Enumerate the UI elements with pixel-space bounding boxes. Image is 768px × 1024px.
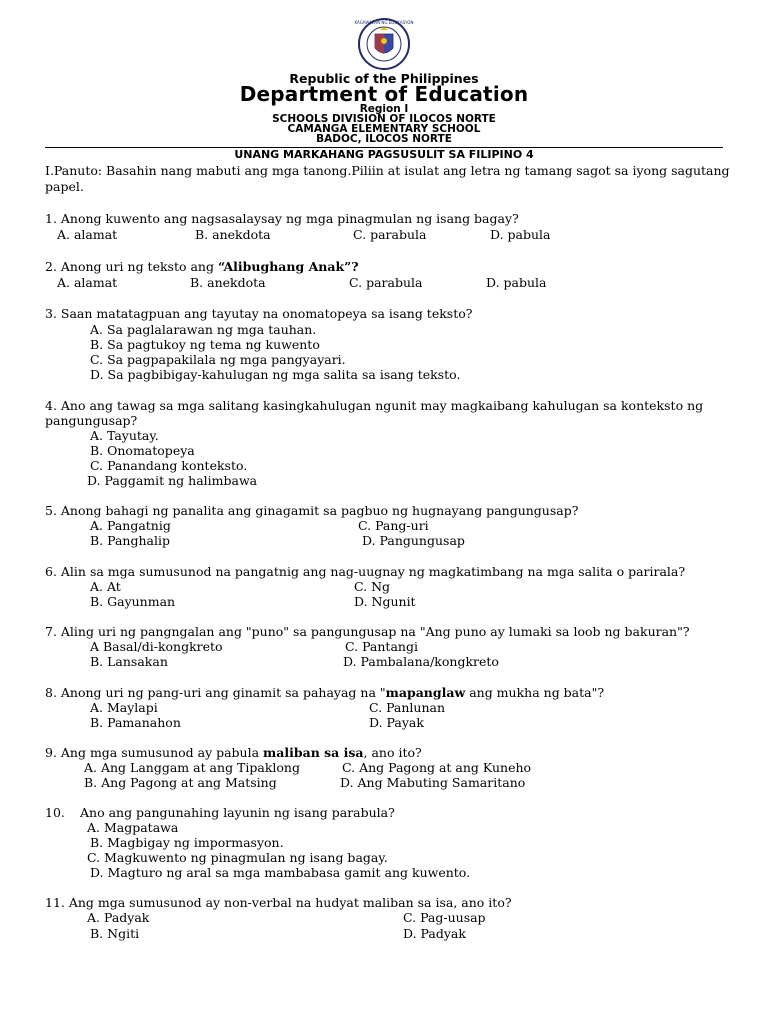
choice-2c: C. parabula bbox=[349, 275, 423, 290]
choice-11c: C. Pag-uusap bbox=[403, 910, 486, 925]
instruction-line: I.Panuto: Basahin nang mabuti ang mga tanong.Piliin at isulat ang letra ng tamang sagot sa iyong sagutang bbox=[45, 163, 730, 178]
exam-title: UNANG MARKAHANG PAGSUSULIT SA FILIPINO 4 bbox=[234, 148, 534, 161]
choice-7c: C. Pantangi bbox=[345, 639, 418, 654]
choice-10d: D. Magturo ng aral sa mga mambabasa gamit ang kuwento. bbox=[90, 865, 471, 880]
choice-6c: C. Ng bbox=[354, 579, 391, 594]
choice-10c: C. Magkuwento ng pinagmulan ng isang bagay. bbox=[87, 850, 388, 865]
school-label: CAMANGA ELEMENTARY SCHOOL bbox=[287, 123, 481, 135]
choice-6b: B. Gayunman bbox=[90, 594, 176, 609]
choice-9d: D. Ang Mabuting Samaritano bbox=[340, 775, 526, 790]
choice-10a: A. Magpatawa bbox=[87, 820, 179, 835]
choice-2a: A. alamat bbox=[57, 275, 118, 290]
choice-8c: C. Panlunan bbox=[369, 700, 446, 715]
question-1: 1. Anong kuwento ang nagsasalaysay ng mga pinagmulan ng isang bagay? bbox=[45, 211, 519, 226]
choice-3d: D. Sa pagbibigay-kahulugan ng mga salita sa isang teksto. bbox=[90, 367, 461, 382]
question-3: 3. Saan matatagpuan ang tayutay na onomatopeya sa isang teksto? bbox=[45, 306, 473, 321]
choice-11b: B. Ngiti bbox=[90, 926, 140, 941]
choice-3a: A. Sa paglalarawan ng mga tauhan. bbox=[90, 322, 317, 337]
choice-10b: B. Magbigay ng impormasyon. bbox=[90, 835, 284, 850]
choice-9c: C. Ang Pagong at ang Kuneho bbox=[342, 760, 532, 775]
question-10-number: 10. bbox=[45, 805, 65, 820]
choice-5b: B. Panghalip bbox=[90, 533, 170, 548]
choice-1d: D. pabula bbox=[490, 227, 551, 242]
question-8: 8. Anong uri ng pang-uri ang ginamit sa pahayag na "mapanglaw ang mukha ng bata"? bbox=[45, 685, 605, 700]
question-4-cont: pangungusap? bbox=[45, 413, 138, 428]
question-4: 4. Ano ang tawag sa mga salitang kasingkahulugan ngunit may magkaibang kahulugan sa konteksto ng bbox=[45, 398, 704, 413]
choice-7d: D. Pambalana/kongkreto bbox=[343, 654, 499, 669]
question-5: 5. Anong bahagi ng panalita ang ginagamit sa pagbuo ng hugnayang pangungusap? bbox=[45, 503, 579, 518]
division-label: SCHOOLS DIVISION OF ILOCOS NORTE bbox=[272, 113, 496, 125]
choice-2d: D. pabula bbox=[486, 275, 547, 290]
svg-text:KAGAWARAN NG EDUKASYON: KAGAWARAN NG EDUKASYON bbox=[354, 20, 414, 25]
question-2: 2. Anong uri ng teksto ang “Alibughang Anak”? bbox=[45, 259, 359, 274]
choice-1a: A. alamat bbox=[57, 227, 118, 242]
choice-4d: D. Paggamit ng halimbawa bbox=[87, 473, 258, 488]
choice-1b: B. anekdota bbox=[195, 227, 271, 242]
deped-seal bbox=[349, 18, 419, 70]
choice-4a: A. Tayutay. bbox=[90, 428, 159, 443]
choice-6a: A. At bbox=[90, 579, 121, 594]
choice-3b: B. Sa pagtukoy ng tema ng kuwento bbox=[90, 337, 320, 352]
question-10: Ano ang pangunahing layunin ng isang parabula? bbox=[80, 805, 395, 820]
choice-8a: A. Maylapi bbox=[90, 700, 158, 715]
choice-11d: D. Padyak bbox=[403, 926, 466, 941]
instruction-line: papel. bbox=[45, 179, 84, 194]
choice-6d: D. Ngunit bbox=[354, 594, 416, 609]
region-label: Region I bbox=[359, 103, 409, 115]
choice-9a: A. Ang Langgam at ang Tipaklong bbox=[84, 760, 300, 775]
choice-4b: B. Onomatopeya bbox=[90, 443, 195, 458]
choice-1c: C. parabula bbox=[353, 227, 427, 242]
department-title: Department of Education bbox=[239, 82, 529, 106]
choice-5d: D. Pangungusap bbox=[362, 533, 465, 548]
republic-label: Republic of the Philippines bbox=[289, 71, 479, 86]
choice-8b: B. Pamanahon bbox=[90, 715, 181, 730]
choice-4c: C. Panandang konteksto. bbox=[90, 458, 248, 473]
choice-7b: B. Lansakan bbox=[90, 654, 168, 669]
choice-5a: A. Pangatnig bbox=[90, 518, 171, 533]
choice-11a: A. Padyak bbox=[87, 910, 150, 925]
question-6: 6. Alin sa mga sumusunod na pangatnig ang nag-uugnay ng magkatimbang na mga salita o parirala? bbox=[45, 564, 686, 579]
question-9: 9. Ang mga sumusunod ay pabula maliban sa isa, ano ito? bbox=[45, 745, 422, 760]
question-7: 7. Aling uri ng pangngalan ang "puno" sa pangungusap na "Ang puno ay lumaki sa loob ng bakuran"? bbox=[45, 624, 690, 639]
choice-7a: A Basal/di-kongkreto bbox=[90, 639, 223, 654]
choice-5c: C. Pang-uri bbox=[358, 518, 429, 533]
location-label: BADOC, ILOCOS NORTE bbox=[316, 133, 452, 145]
question-11: 11. Ang mga sumusunod ay non-verbal na hudyat maliban sa isa, ano ito? bbox=[45, 895, 512, 910]
choice-3c: C. Sa pagpapakilala ng mga pangyayari. bbox=[90, 352, 346, 367]
choice-9b: B. Ang Pagong at ang Matsing bbox=[84, 775, 277, 790]
choice-2b: B. anekdota bbox=[190, 275, 266, 290]
choice-8d: D. Payak bbox=[369, 715, 424, 730]
